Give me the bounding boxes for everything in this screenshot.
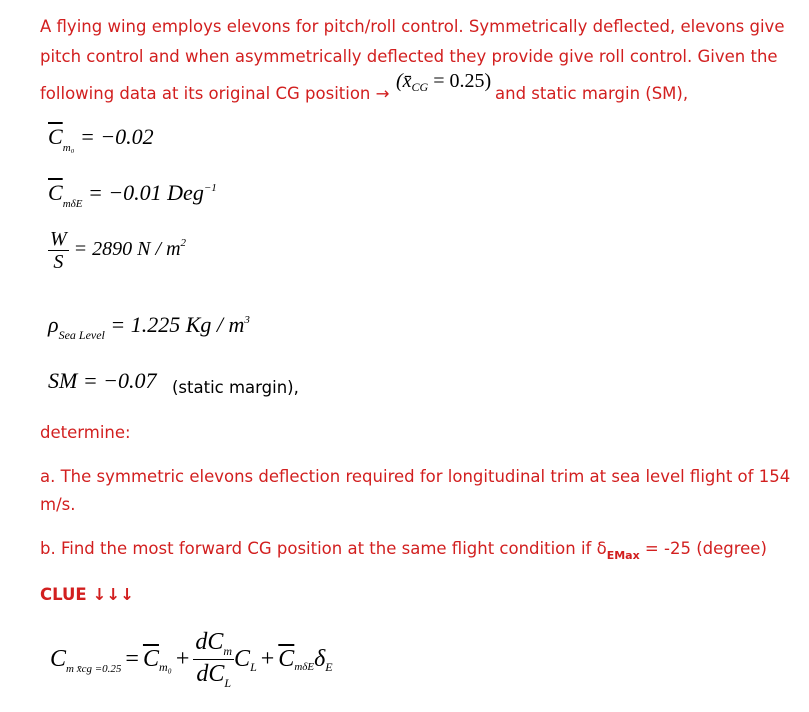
formula-plus-2: + (260, 645, 275, 672)
formula-lhs: C (50, 645, 67, 672)
formula-term-2-subscript: L (250, 659, 257, 674)
equation-ws (48, 228, 186, 273)
cmde-symbol: $\overline{C}$ (48, 180, 63, 205)
determine-label: determine: (40, 423, 131, 442)
formula-plus-1: + (175, 645, 190, 672)
cmde-value: = −0.01 Deg (87, 180, 204, 205)
rho-value: = 1.225 Kg / m (110, 312, 245, 337)
cg-expression (396, 70, 491, 93)
part-b (40, 534, 767, 566)
ws-fraction (48, 228, 69, 273)
cm0-value: = −0.02 (79, 124, 154, 149)
intro-line-3 (40, 79, 389, 109)
formula-term-3: $\overline{C}$ (278, 645, 295, 672)
formula-term-2: C (234, 645, 251, 672)
part-a-line-2: m/s. (40, 495, 76, 514)
part-a-line-1: a. The symmetric elevons deflection required for longitudinal trim at sea level flight of 154 (40, 467, 791, 486)
sm-note: (static margin), (172, 378, 299, 397)
clue-label: CLUE ↓↓↓ (40, 585, 134, 604)
fraction-den-text: dC (196, 660, 225, 687)
formula-lhs-subscript: m x̄cg =0.25 (66, 663, 122, 675)
formula-term-1: $\overline{C}$ (142, 645, 159, 672)
intro-line-2: pitch control and when asymmetrically deflected they provide give roll control. Given the (40, 47, 778, 66)
fraction-num-subscript: m (223, 643, 233, 658)
trim-formula (50, 624, 333, 694)
formula-fraction-denominator (194, 660, 233, 691)
equation-cmde (48, 180, 217, 210)
formula-fraction (193, 628, 234, 691)
intro-line-3-text: following data at its original CG position → (40, 84, 390, 103)
part-b-text: b. Find the most forward CG position at the same flight condition if δ (40, 539, 607, 558)
formula-term-4-subscript: E (325, 659, 333, 674)
sm-value: = −0.07 (82, 368, 157, 393)
formula-term-4: δ (314, 645, 326, 672)
cg-subscript: CG (411, 80, 429, 94)
formula-equals: = (125, 645, 139, 672)
intro-line-3-tail: and static margin (SM), (495, 84, 689, 103)
rho-superscript: 3 (244, 314, 250, 326)
ws-denominator: S (53, 251, 64, 273)
equation-sm (48, 368, 157, 394)
ws-value: = 2890 N / m (73, 238, 181, 261)
rho-subscript: Sea Level (58, 328, 105, 342)
formula-term-1-subscript: m₀ (158, 659, 172, 674)
sm-lhs: SM (48, 368, 78, 393)
ws-superscript: 2 (180, 237, 187, 250)
cmde-superscript: −1 (203, 182, 217, 194)
fraction-den-subscript: L (224, 675, 232, 690)
fraction-num-text: dC (195, 628, 224, 655)
cg-symbol: (x̄ (396, 70, 412, 92)
equation-rho (48, 312, 250, 342)
cm0-symbol: $\overline{C}$ (48, 124, 63, 149)
equation-cm0 (48, 124, 154, 154)
rho-symbol: ρ (48, 312, 59, 337)
cm0-subscript: m₀ (62, 142, 75, 154)
intro-line-1: A flying wing employs elevons for pitch/roll control. Symmetrically deflected, elevons give (40, 17, 785, 36)
formula-term-3-subscript: mδE (294, 661, 315, 673)
cg-value: = 0.25) (428, 70, 492, 92)
ws-numerator: W (50, 228, 67, 250)
formula-fraction-numerator (193, 628, 234, 660)
part-b-subscript: EMax (606, 549, 640, 562)
cmde-subscript: mδE (62, 198, 83, 210)
part-b-tail: = -25 (degree) (639, 539, 767, 558)
